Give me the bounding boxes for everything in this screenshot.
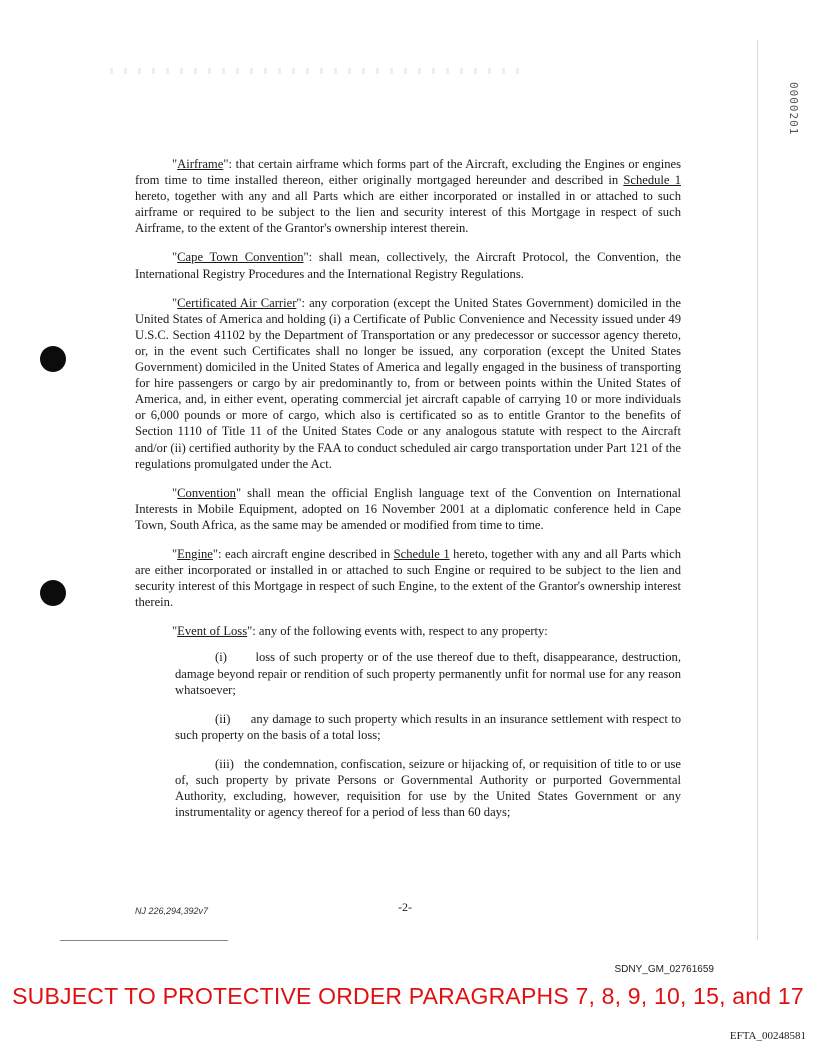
punch-hole-icon [40, 346, 66, 372]
loss-item-iii: (iii) the condemnation, confiscation, seizure or hijacking of, or requisition of title to or use of, such property by private Persons or Governmental Authority or purported Governmental Authority, excluding, however, requisition for use by the United States Government or any instrumentality or agency thereof for a period of less than 60 days; [175, 756, 681, 820]
defined-term: Engine [177, 546, 213, 561]
schedule-reference: Schedule 1 [623, 173, 682, 188]
loss-item-ii: (ii) any damage to such property which results in an insurance settlement with respect to such property on the basis of a total loss; [175, 711, 682, 742]
defined-term: Event of Loss [177, 624, 248, 639]
margin-stamp: 0000201 [787, 82, 800, 136]
defined-term: Convention [177, 485, 236, 500]
bates-number: SDNY_GM_02761659 [614, 964, 714, 975]
defined-term: Cape Town Convention [177, 250, 304, 265]
definition-convention: "Convention" shall mean the official English language text of the Convention on International Interests in Mobile Equipment, adopted on 16 November 2001 at a diplomatic conference held in Cape Town, South Africa, as the same may be amended or modified from time to time. [135, 485, 681, 532]
scan-edge-line [757, 40, 758, 940]
item-number: (i) [215, 650, 227, 665]
footer-rule [60, 940, 228, 941]
item-number: (iii) [215, 756, 234, 771]
loss-item-i: (i) loss of such property or of the use thereof due to theft, disappearance, destruction, damage beyond repair or rendition of such property permanently unfit for normal use for any reason whatsoever; [175, 650, 681, 697]
efta-number: EFTA_00248581 [729, 1030, 806, 1042]
definition-engine: "Engine": each aircraft engine described in Schedule 1 hereto, together with any and all Parts which are either incorporated or installed in or attached to such Engine or required to be subject to the lien and security interest of this Mortgage in respect of such Engine, to the extent of the Grantor's ownership interest therein. [135, 546, 681, 610]
page-number: -2- [398, 900, 412, 914]
defined-term: Airframe [177, 157, 224, 171]
definition-certificated-air-carrier: "Certificated Air Carrier": any corporation (except the United States Government) domiciled in the United States of America and holding (i) a Certificate of Public Convenience and Necessity issued under 49 U.S.C. Section 41102 by the Department of Transportation or any predecessor or successor agency thereto, or, in the event such Certificates shall no longer be issued, any corporation (except the United States Government) domiciled in the United States of America and legally engaged in the business of transporting for hire passengers or cargo by air predominantly to, from or between points within the United States of America, and, in either event, operating commercial jet aircraft capable of carrying 10 or more individuals or 6,000 pounds or more of cargo, which also is certificated so as to entitle Grantor to the benefits of Section 1110 of Title 11 of the United States Code or any analogous statute with respect to the Aircraft and/or (ii) certified authority by the FAA to conduct scheduled air cargo transportation under Part 121 of the regulations promulgated under the Act. [135, 295, 681, 471]
definition-airframe: "Airframe": that certain airframe which forms part of the Aircraft, excluding the Engines or engines from time to time installed thereon, either originally mortgaged hereunder and described in Schedule 1 hereto, together with any and all Parts which are either incorporated or installed in or attached to such airframe or required to be subject to the lien and security interest of this Mortgage in respect of such Airframe, to the extent of the Grantor's ownership interest therein. [135, 157, 682, 236]
defined-term: Certificated Air Carrier [177, 295, 297, 310]
schedule-reference: Schedule 1 [393, 546, 450, 561]
document-id: NJ 226,294,392v7 [135, 906, 209, 916]
protective-order-banner: SUBJECT TO PROTECTIVE ORDER PARAGRAPHS 7, 8, 9, 10, 15, and 17 [12, 983, 804, 1009]
punch-hole-icon [40, 580, 66, 606]
scan-artifact [110, 68, 530, 74]
definitions-body [135, 156, 681, 833]
definition-cape-town-convention: "Cape Town Convention": shall mean, collectively, the Aircraft Protocol, the Convention, the International Registry Procedures and the International Registry Regulations. [135, 250, 681, 281]
item-number: (ii) [215, 711, 231, 726]
definition-event-of-loss: "Event of Loss": any of the following events with, respect to any property: [172, 624, 548, 639]
